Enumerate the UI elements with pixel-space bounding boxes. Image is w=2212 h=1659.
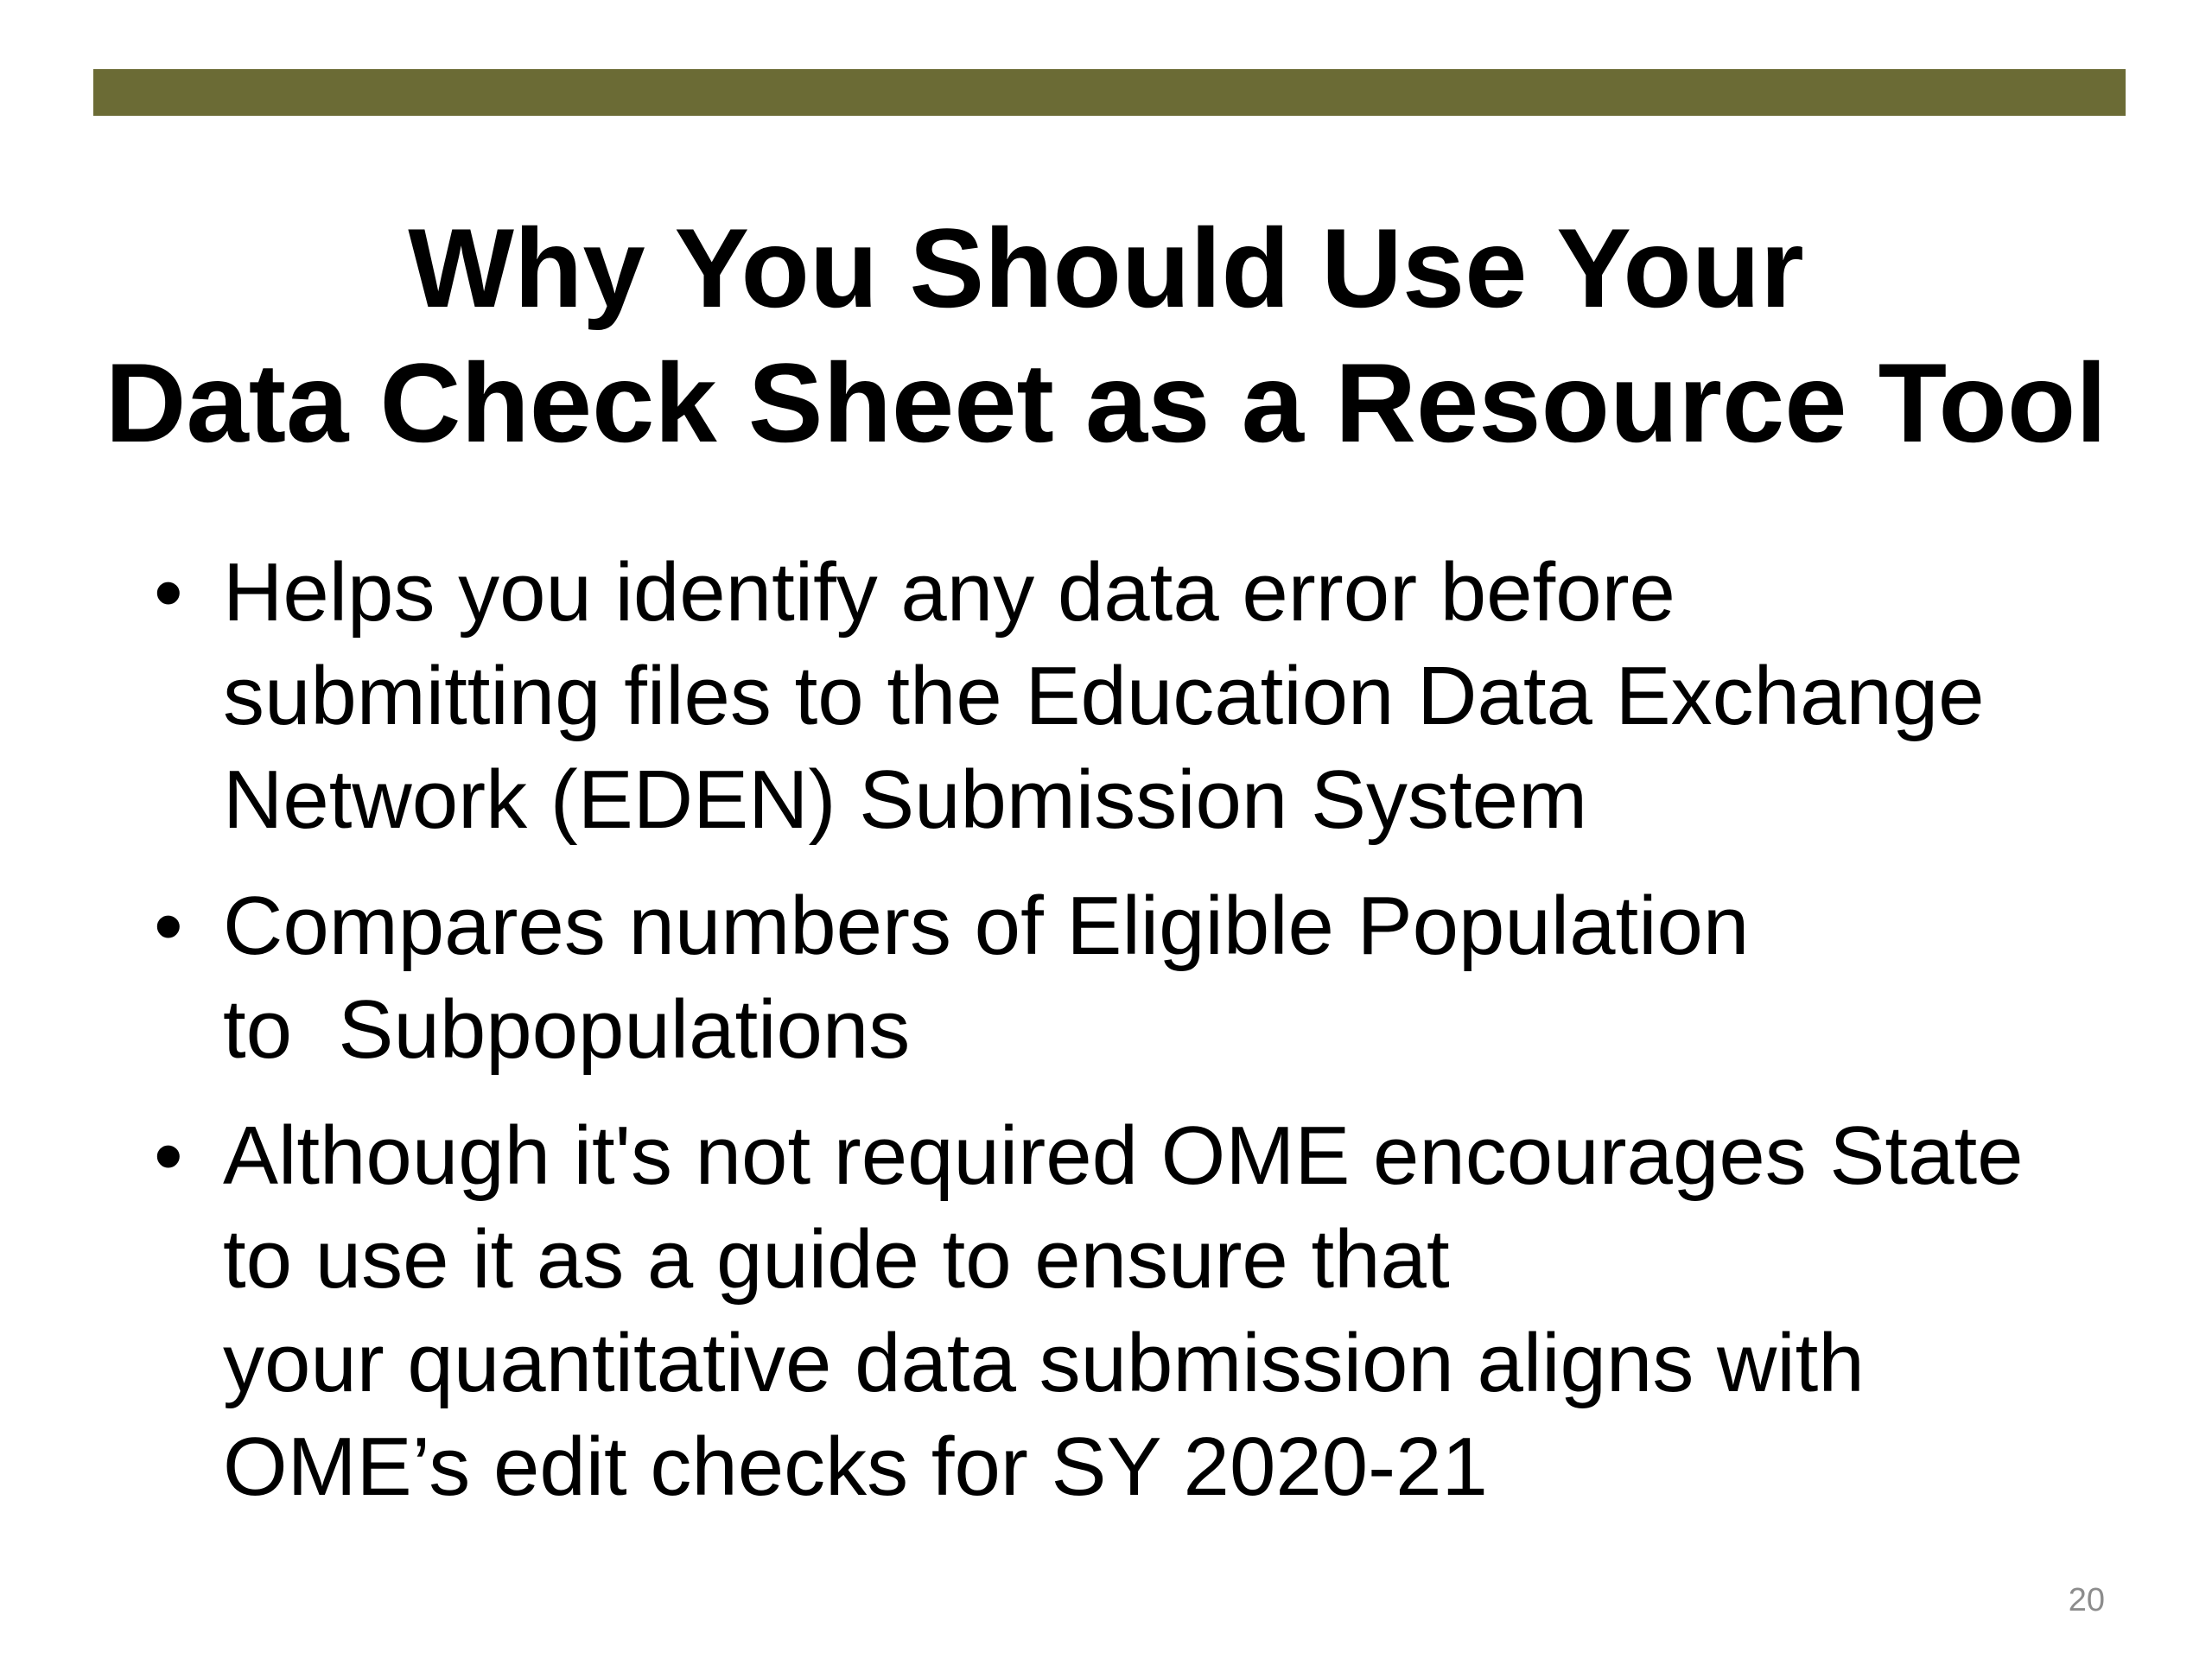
bullet-marker: • xyxy=(154,546,183,639)
page-number: 20 xyxy=(2068,1582,2105,1618)
bullet-1-line-3: Network (EDEN) Submission System xyxy=(223,753,1588,846)
title-line-2: Data Check Sheet as a Resource Tool xyxy=(105,340,2107,466)
bullet-2-line-1: Compares numbers of Eligible Population xyxy=(223,880,1750,972)
bullet-list xyxy=(147,541,2126,1541)
bullet-item-ome-guidance xyxy=(147,1104,2126,1519)
bullet-3-line-3: your quantitative data submission aligns with xyxy=(223,1317,1865,1409)
bullet-marker: • xyxy=(154,1109,183,1202)
bullet-1-line-2: submitting files to the Education Data Exchange xyxy=(223,650,1985,742)
bullet-2-line-2: to Subpopulations xyxy=(223,983,911,1076)
bullet-3-line-2: to use it as a guide to ensure that xyxy=(223,1213,1450,1306)
bullet-3-line-1: Although it's not required OME encourages State xyxy=(223,1109,2024,1202)
bullet-1-line-1: Helps you identify any data error before xyxy=(223,546,1675,639)
bullet-3-line-4: OME’s edit checks for SY 2020-21 xyxy=(223,1421,1488,1513)
bullet-item-compare-populations xyxy=(147,874,2126,1082)
bullet-marker: • xyxy=(154,880,183,972)
title-line-1: Why You Should Use Your xyxy=(408,205,1804,331)
bullet-item-identify-errors xyxy=(147,541,2126,852)
slide-title xyxy=(86,200,2126,470)
header-accent-bar xyxy=(93,69,2126,116)
